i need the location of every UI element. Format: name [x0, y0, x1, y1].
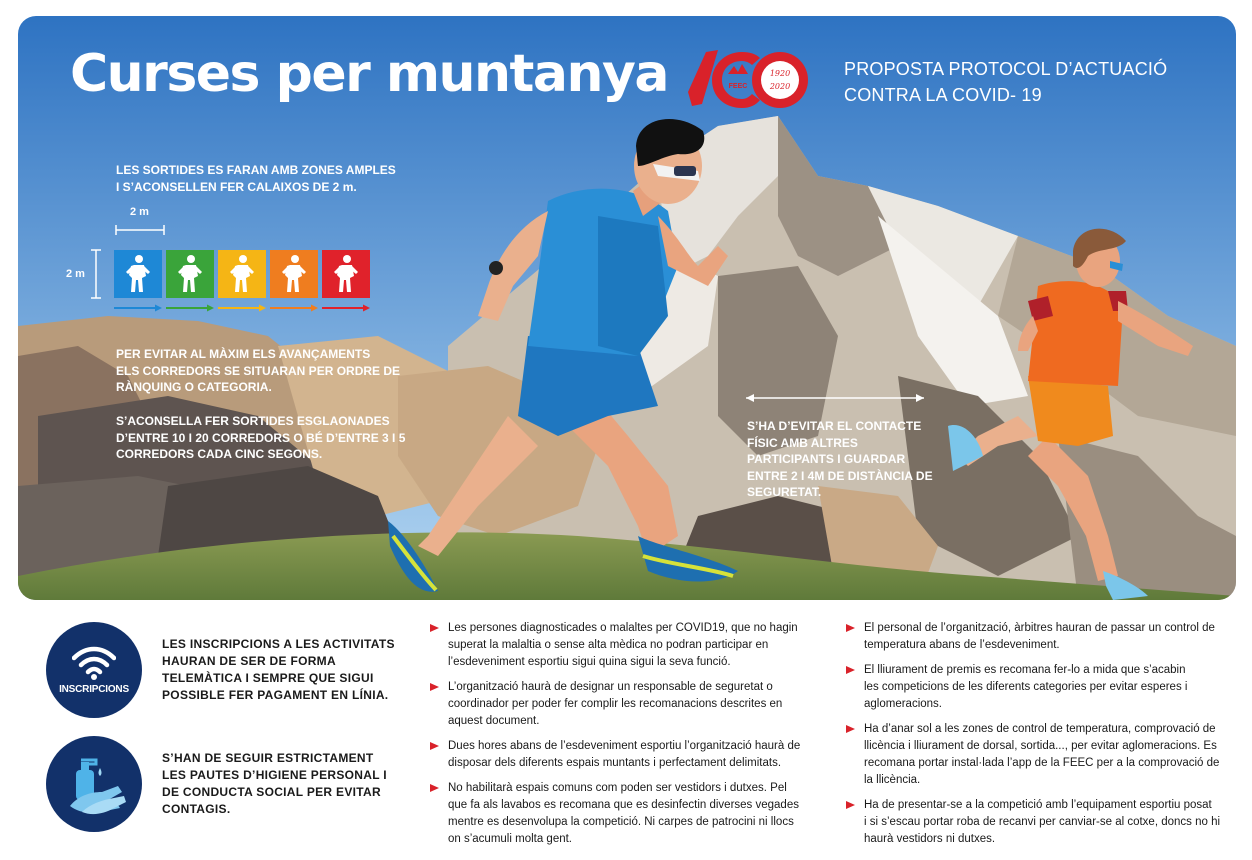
zone-arrows: [114, 304, 370, 312]
caption-line: PARTICIPANTS I GUARDAR: [747, 452, 906, 466]
start-zone-green: [166, 250, 214, 298]
bullet-list-right: [846, 620, 1236, 856]
caption-line: S’ACONSELLA FER SORTIDES ESGLAONADES: [116, 414, 390, 428]
bullet-item: [846, 797, 1236, 848]
bullet-line: on s’acumuli molta gent.: [448, 833, 573, 845]
text-line: HAURAN DE SER DE FORMA: [162, 654, 336, 668]
text-line: LES PAUTES D’HIGIENE PERSONAL I: [162, 768, 387, 782]
zones-caption: [116, 162, 396, 195]
bullet-line: temperatura abans de l’esdeveniment.: [864, 639, 1060, 651]
bullet-arrow-icon: [846, 801, 855, 809]
start-zone-blue: [114, 250, 162, 298]
text-line: CONTAGIS.: [162, 802, 231, 816]
bullet-line: Ha d’anar sol a les zones de control de temperatura, comprovació de: [864, 723, 1216, 735]
protocol-line-2: CONTRA LA COVID- 19: [844, 85, 1042, 105]
bullet-line: aquest document.: [448, 715, 540, 727]
dimension-height-label: 2 m: [66, 268, 85, 280]
hygiene-text: [162, 750, 387, 818]
caption-line: PER EVITAR AL MÀXIM ELS AVANÇAMENTS: [116, 347, 371, 361]
dimension-width-label: 2 m: [130, 206, 149, 218]
text-line: POSSIBLE FER PAGAMENT EN LÍNIA.: [162, 688, 389, 702]
caption-line: ELS CORREDORS SE SITUARAN PER ORDRE DE: [116, 363, 401, 378]
wifi-icon: [72, 646, 116, 680]
inscriptions-text: [162, 636, 395, 704]
feec-100-logo: [684, 42, 810, 112]
runner-silhouette-icon: [279, 254, 309, 294]
contact-distance-caption: [747, 418, 933, 501]
bullet-line: la llicència.: [864, 774, 921, 786]
bullet-list-left: [430, 620, 810, 856]
hero-illustration: [18, 16, 1236, 600]
bullet-line: El personal de l’organització, àrbitres hauran de passar un control de: [864, 622, 1215, 634]
protocol-heading: [844, 56, 1167, 108]
page-title: Curses per muntanya: [70, 44, 669, 104]
bullet-line: l’esdeveniment esportiu sigui quina sigui la seva funció.: [448, 656, 731, 668]
runner-silhouette-icon: [331, 254, 361, 294]
bullet-arrow-icon: [430, 624, 439, 632]
bullet-line: mentre es desenvolupa la competició. Ni carpes de patrocini ni llocs: [448, 816, 794, 828]
start-zone-red: [322, 250, 370, 298]
hand-sanitizer-icon: [56, 746, 132, 822]
bullet-line: No habilitarà espais comuns com poden ser vestidors i dutxes. Pel: [448, 782, 787, 794]
inscriptions-label: INSCRIPCIONS: [59, 683, 129, 695]
bullet-line: Les persones diagnosticades o malaltes per COVID19, que no hagin: [448, 622, 798, 634]
text-line: LES INSCRIPCIONS A LES ACTIVITATS: [162, 637, 395, 651]
bullet-line: haurà vestidors ni dutxes.: [864, 833, 996, 845]
text-line: TELEMÀTICA I SEMPRE QUE SIGUI: [162, 671, 374, 685]
caption-line: CORREDORS CADA CINC SEGONS.: [116, 447, 323, 461]
text-line: DE CONDUCTA SOCIAL PER EVITAR: [162, 785, 381, 799]
start-zone-yellow: [218, 250, 266, 298]
bullet-line: coordinador per poder fer complir les recomanacions descrites en: [448, 698, 783, 710]
bullet-arrow-icon: [846, 624, 855, 632]
bullet-line: que fa als lavabos es recomana que es desinfectin diverses vegades: [448, 799, 799, 811]
caption-line: D’ENTRE 10 I 20 CORREDORS O BÉ D’ENTRE 3 I 5: [116, 430, 406, 445]
caption-line: LES SORTIDES ES FARAN AMB ZONES AMPLES: [116, 163, 396, 177]
bullet-line: Ha de presentar-se a la competició amb l’equipament esportiu posat: [864, 799, 1212, 811]
bullet-arrow-icon: [846, 666, 855, 674]
runner-silhouette-icon: [227, 254, 257, 294]
arrow-right-icon: [218, 304, 266, 312]
bullet-item: [846, 721, 1236, 789]
arrow-right-icon: [114, 304, 162, 312]
bullet-line: L’organització haurà de designar un responsable de seguretat o: [448, 681, 773, 693]
runner-silhouette-icon: [175, 254, 205, 294]
inscriptions-badge: [46, 622, 142, 718]
bullet-line: aglomeracions.: [864, 698, 942, 710]
bullet-line: llicència i lliurament de dorsal, sortida..., per evitar aglomeracions. Es: [864, 740, 1217, 752]
staggered-start-caption: [116, 413, 405, 463]
arrow-right-icon: [270, 304, 318, 312]
bullet-line: superat la malaltia o sense alta mèdica no podran participar en: [448, 639, 769, 651]
bullet-line: recomana portar instal·lada l’app de la FEEC per a la comprovació de: [864, 757, 1220, 769]
hygiene-badge: [46, 736, 142, 832]
bullet-item: [430, 679, 810, 730]
text-line: S’HAN DE SEGUIR ESTRICTAMENT: [162, 751, 374, 765]
caption-line: FÍSIC AMB ALTRES: [747, 435, 858, 450]
bullet-line: i si s’escau portar roba de recanvi per canviar-se al cotxe, doncs no hi: [864, 816, 1221, 828]
bullet-arrow-icon: [430, 683, 439, 691]
arrow-right-icon: [322, 304, 370, 312]
logo-org: FEEC: [728, 83, 748, 90]
arrow-right-icon: [166, 304, 214, 312]
start-zone-orange: [270, 250, 318, 298]
bullet-arrow-icon: [430, 742, 439, 750]
caption-line: RÀNQUING O CATEGORIA.: [116, 380, 272, 394]
logo-year-start: 1920: [769, 69, 791, 78]
runner-silhouette-icon: [123, 254, 153, 294]
bullet-line: El lliurament de premis es recomana fer-lo a mida que s’acabin: [864, 664, 1186, 676]
bullet-item: [430, 620, 810, 671]
logo-year-end: 2020: [769, 82, 791, 91]
bullet-line: disposar dels diferents espais muntants i perfectament delimitats.: [448, 757, 782, 769]
start-zones: [114, 250, 370, 298]
caption-line: SEGURETAT.: [747, 485, 822, 499]
protocol-line-1: PROPOSTA PROTOCOL D’ACTUACIÓ: [844, 59, 1168, 79]
bullet-line: les competicions de les diferents categories per evitar esperes i: [864, 681, 1188, 693]
ranking-caption: [116, 346, 400, 396]
caption-line: S’HA D’EVITAR EL CONTACTE: [747, 419, 922, 433]
caption-line: ENTRE 2 I 4M DE DISTÀNCIA DE: [747, 468, 933, 483]
bullet-item: [430, 738, 810, 772]
bullet-line: Dues hores abans de l’esdeveniment esportiu l’organització haurà de: [448, 740, 801, 752]
bullet-arrow-icon: [430, 784, 439, 792]
bullet-arrow-icon: [846, 725, 855, 733]
caption-line: I S’ACONSELLEN FER CALAIXOS DE 2 m.: [116, 179, 357, 194]
bullet-item: [846, 620, 1236, 654]
bullet-item: [430, 780, 810, 848]
bullet-item: [846, 662, 1236, 713]
